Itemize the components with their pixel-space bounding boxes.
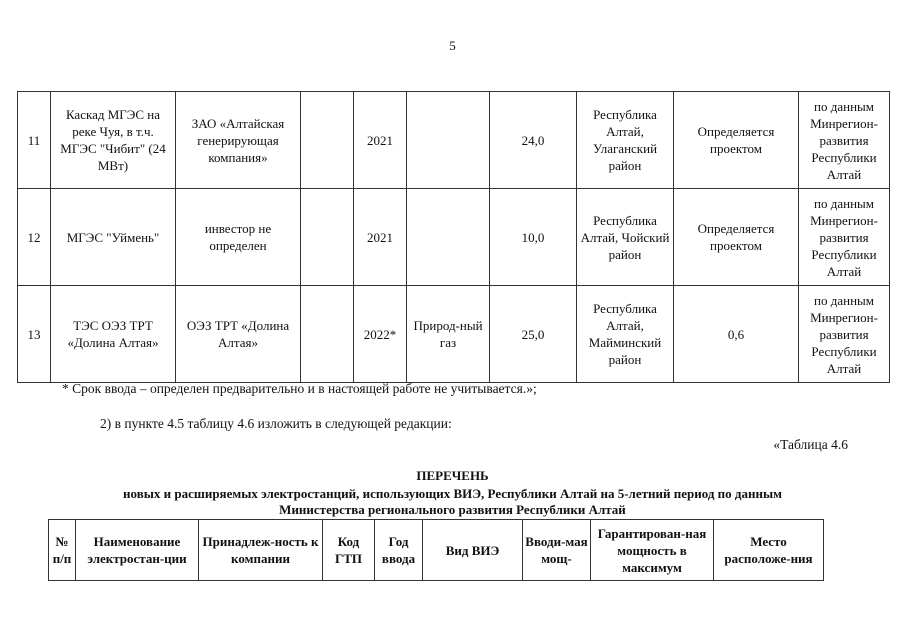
column-header: Год ввода <box>375 520 423 581</box>
gtp-code-cell <box>301 92 354 189</box>
amendment-text: 2) в пункте 4.5 таблицу 4.6 изложить в следующей редакции: <box>100 416 452 431</box>
energy-type-cell <box>407 92 490 189</box>
guaranteed-capacity-cell: 0,6 <box>674 286 799 383</box>
plant-name-cell: МГЭС "Уймень" <box>51 189 176 286</box>
energy-type-cell: Природ-ный газ <box>407 286 490 383</box>
commission-year-cell: 2021 <box>354 92 407 189</box>
owner-cell: ОЭЗ ТРТ «Долина Алтая» <box>176 286 301 383</box>
column-header: Место расположе-ния <box>714 520 824 581</box>
capacity-cell: 24,0 <box>490 92 577 189</box>
commission-year-cell: 2021 <box>354 189 407 286</box>
list-title: ПЕРЕЧЕНЬ <box>416 468 489 483</box>
owner-cell: ЗАО «Алтайская генерирующая компания» <box>176 92 301 189</box>
data-source-cell: по данным Минрегион-развития Республики Алтай <box>799 92 890 189</box>
data-source-cell: по данным Минрегион-развития Республики Алтай <box>799 189 890 286</box>
column-header: Вид ВИЭ <box>423 520 523 581</box>
table-label: «Таблица 4.6 <box>773 437 848 452</box>
column-header: Код ГТП <box>323 520 375 581</box>
column-header: Принадлеж-ность к компании <box>199 520 323 581</box>
list-subtitle: новых и расширяемых электростанций, использующих ВИЭ, Республики Алтай на 5-летний период по данным <box>123 486 782 501</box>
gtp-code-cell <box>301 189 354 286</box>
column-header: № п/п <box>49 520 76 581</box>
table-row <box>18 189 890 286</box>
row-number-cell: 12 <box>18 189 51 286</box>
footnote: * Срок ввода – определен предварительно и в настоящей работе не учитывается.»; <box>62 381 537 396</box>
guaranteed-capacity-cell: Определяется проектом <box>674 92 799 189</box>
row-number-cell: 11 <box>18 92 51 189</box>
column-header: Вводи-мая мощ- <box>523 520 591 581</box>
plant-name-cell: ТЭС ОЭЗ ТРТ «Долина Алтая» <box>51 286 176 383</box>
owner-cell: инвестор не определен <box>176 189 301 286</box>
capacity-cell: 10,0 <box>490 189 577 286</box>
list-subtitle-2: Министерства регионального развития Республики Алтай <box>279 502 626 517</box>
capacity-cell: 25,0 <box>490 286 577 383</box>
gtp-code-cell <box>301 286 354 383</box>
renewables-table-header <box>48 519 824 581</box>
location-cell: Республика Алтай, Майминский район <box>577 286 674 383</box>
row-number-cell: 13 <box>18 286 51 383</box>
data-source-cell: по данным Минрегион-развития Республики Алтай <box>799 286 890 383</box>
table-row <box>18 286 890 383</box>
energy-type-cell <box>407 189 490 286</box>
location-cell: Республика Алтай, Улаганский район <box>577 92 674 189</box>
guaranteed-capacity-cell: Определяется проектом <box>674 189 799 286</box>
power-plants-table-continued <box>17 91 890 383</box>
table-row <box>18 92 890 189</box>
location-cell: Республика Алтай, Чойский район <box>577 189 674 286</box>
column-header: Наименование электростан-ции <box>76 520 199 581</box>
column-header: Гарантирован-ная мощность в максимум <box>591 520 714 581</box>
page-number: 5 <box>449 38 456 53</box>
plant-name-cell: Каскад МГЭС на реке Чуя, в т.ч. МГЭС "Чибит" (24 МВт) <box>51 92 176 189</box>
commission-year-cell: 2022* <box>354 286 407 383</box>
